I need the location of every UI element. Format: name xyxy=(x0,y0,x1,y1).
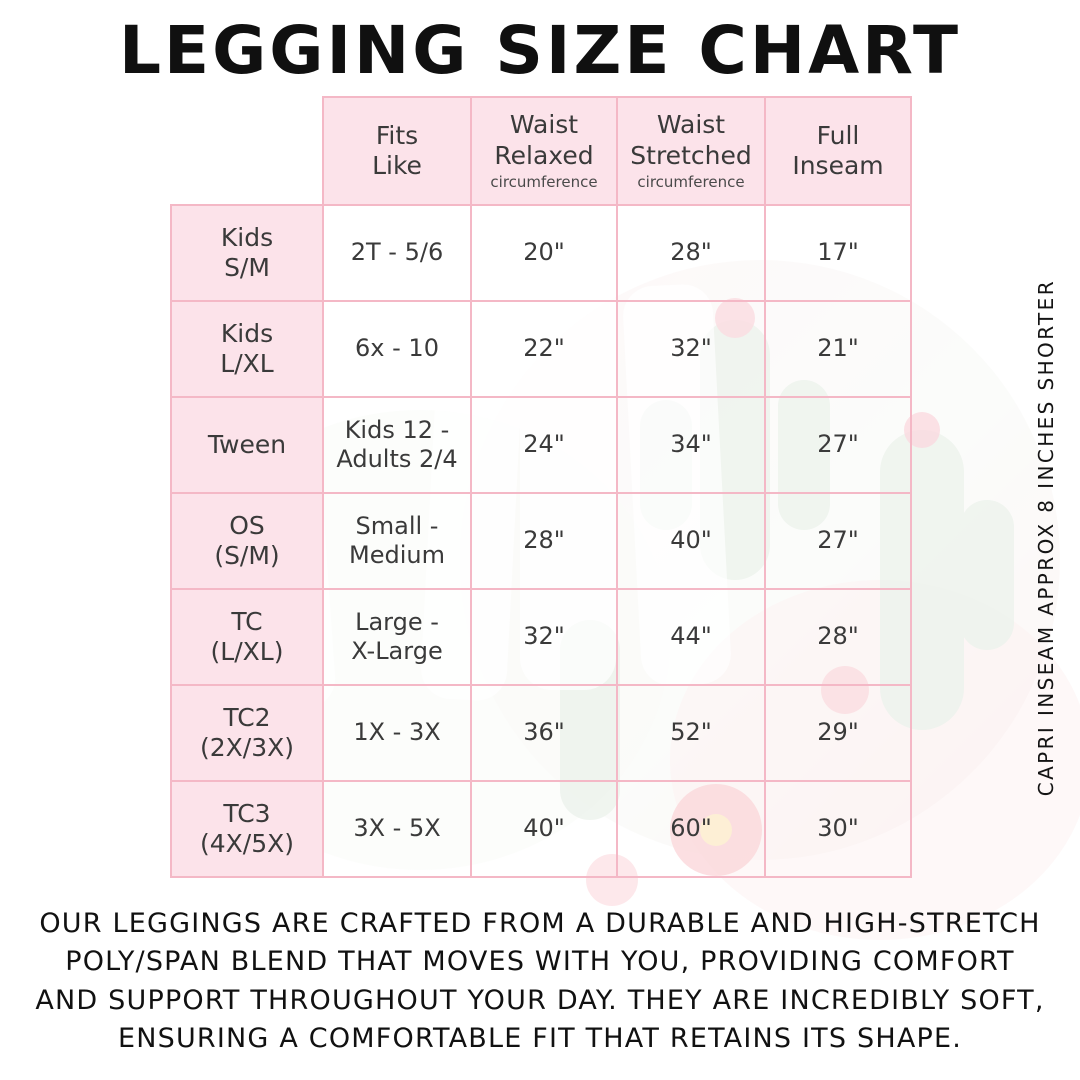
cell-waist-relaxed: 20" xyxy=(471,205,617,301)
table-row xyxy=(171,397,911,493)
row-size-line1: OS xyxy=(229,510,265,540)
row-size-line2: (L/XL) xyxy=(210,637,284,666)
cell-waist-relaxed: 28" xyxy=(471,493,617,589)
header-full-inseam-line2: Inseam xyxy=(792,151,884,180)
table-row xyxy=(171,301,911,397)
row-size-label xyxy=(171,205,323,301)
cell-full-inseam: 29" xyxy=(765,685,911,781)
footer-line-3: AND SUPPORT THROUGHOUT YOUR DAY. THEY ARE INCREDIBLY SOFT, xyxy=(35,984,1045,1016)
table-header xyxy=(171,97,911,205)
header-row xyxy=(171,97,911,205)
cell-waist-relaxed: 32" xyxy=(471,589,617,685)
cell-full-inseam: 21" xyxy=(765,301,911,397)
row-size-line1: Kids xyxy=(220,318,274,348)
row-size-line1: TC3 xyxy=(223,798,271,828)
cell-waist-stretched: 60" xyxy=(617,781,765,877)
cell-waist-stretched: 32" xyxy=(617,301,765,397)
cell-fits-like-line1: 1X - 3X xyxy=(353,718,441,747)
table-row xyxy=(171,685,911,781)
cell-waist-stretched: 52" xyxy=(617,685,765,781)
footer-description xyxy=(30,905,1050,1058)
row-size-line1: Tween xyxy=(207,429,287,459)
row-size-line2: L/XL xyxy=(220,349,274,378)
cell-waist-stretched: 28" xyxy=(617,205,765,301)
cell-full-inseam: 30" xyxy=(765,781,911,877)
cell-fits-like xyxy=(323,685,471,781)
cell-waist-stretched: 34" xyxy=(617,397,765,493)
cell-full-inseam: 28" xyxy=(765,589,911,685)
row-size-line2: (S/M) xyxy=(214,541,280,570)
row-size-label xyxy=(171,781,323,877)
table-body xyxy=(171,205,911,877)
cell-fits-like-line1: 2T - 5/6 xyxy=(350,238,444,267)
header-waist-relaxed-line2: Relaxed xyxy=(494,140,594,170)
cell-waist-relaxed: 22" xyxy=(471,301,617,397)
cell-fits-like-line1: Kids 12 - xyxy=(344,415,450,444)
header-waist-relaxed-sub: circumference xyxy=(490,173,598,192)
size-chart-table xyxy=(170,96,912,878)
header-full-inseam-line1: Full xyxy=(816,120,860,150)
header-fits-like-line1: Fits xyxy=(375,120,419,150)
header-waist-stretched-line1: Waist xyxy=(656,110,726,140)
cell-waist-stretched: 40" xyxy=(617,493,765,589)
row-size-line2: (2X/3X) xyxy=(200,733,294,762)
cell-waist-relaxed: 40" xyxy=(471,781,617,877)
cell-fits-like-line1: 6x - 10 xyxy=(355,334,439,363)
header-waist-stretched xyxy=(617,97,765,205)
cell-fits-like xyxy=(323,301,471,397)
row-size-label xyxy=(171,397,323,493)
header-waist-relaxed-line1: Waist xyxy=(509,110,579,140)
capri-inseam-note xyxy=(1026,258,1066,818)
cell-full-inseam: 27" xyxy=(765,493,911,589)
cell-waist-stretched: 44" xyxy=(617,589,765,685)
cell-fits-like-line1: Large - xyxy=(355,607,439,636)
row-size-label xyxy=(171,589,323,685)
header-waist-stretched-line2: Stretched xyxy=(630,140,752,170)
header-fits-like xyxy=(323,97,471,205)
cell-waist-relaxed: 36" xyxy=(471,685,617,781)
cell-fits-like xyxy=(323,589,471,685)
table-row xyxy=(171,493,911,589)
table-row xyxy=(171,589,911,685)
cell-fits-like-line2: X-Large xyxy=(351,637,443,665)
header-waist-relaxed xyxy=(471,97,617,205)
cell-full-inseam: 17" xyxy=(765,205,911,301)
size-chart-table-wrapper xyxy=(170,96,910,878)
cell-fits-like xyxy=(323,493,471,589)
cell-fits-like-line2: Medium xyxy=(349,541,445,569)
row-size-line1: TC2 xyxy=(223,702,271,732)
row-size-line2: (4X/5X) xyxy=(200,829,294,858)
cell-full-inseam: 27" xyxy=(765,397,911,493)
row-size-label xyxy=(171,685,323,781)
cell-fits-like-line1: 3X - 5X xyxy=(353,814,441,843)
header-corner-blank xyxy=(171,97,323,205)
footer-line-4: ENSURING A COMFORTABLE FIT THAT RETAINS ITS SHAPE. xyxy=(117,1022,963,1054)
header-full-inseam xyxy=(765,97,911,205)
row-size-line2: S/M xyxy=(224,253,270,282)
capri-inseam-note-text: CAPRI INSEAM APPROX 8 INCHES SHORTER xyxy=(1034,279,1058,797)
cell-fits-like xyxy=(323,397,471,493)
header-fits-like-line2: Like xyxy=(372,151,422,180)
row-size-line1: TC xyxy=(231,606,263,636)
footer-line-2: POLY/SPAN BLEND THAT MOVES WITH YOU, PROVIDING COMFORT xyxy=(65,946,1015,978)
table-row xyxy=(171,205,911,301)
page-title: LEGGING SIZE CHART xyxy=(118,12,962,89)
cell-waist-relaxed: 24" xyxy=(471,397,617,493)
table-row xyxy=(171,781,911,877)
cell-fits-like xyxy=(323,781,471,877)
row-size-label xyxy=(171,301,323,397)
row-size-line1: Kids xyxy=(220,222,274,252)
row-size-label xyxy=(171,493,323,589)
header-waist-stretched-sub: circumference xyxy=(637,173,745,192)
cell-fits-like xyxy=(323,205,471,301)
cell-fits-like-line1: Small - xyxy=(355,511,439,540)
cell-fits-like-line2: Adults 2/4 xyxy=(336,445,458,473)
footer-line-1: OUR LEGGINGS ARE CRAFTED FROM A DURABLE AND HIGH-STRETCH xyxy=(39,908,1041,939)
